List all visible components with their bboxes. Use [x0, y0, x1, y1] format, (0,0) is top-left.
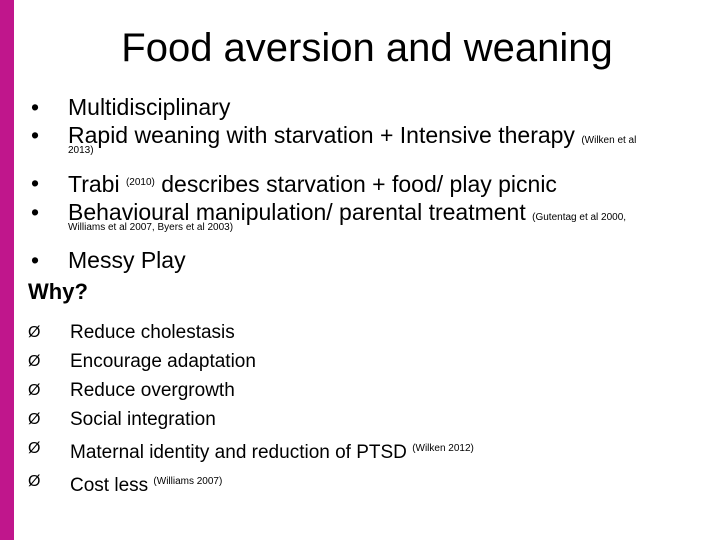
reason-text: Encourage adaptation — [70, 351, 256, 372]
slide-title: Food aversion and weaning — [121, 26, 613, 70]
bullet-item — [28, 121, 708, 149]
arrow-bullet-icon: Ø — [28, 411, 41, 428]
citation-continued: 2013) — [68, 145, 94, 156]
arrow-bullet-icon: Ø — [28, 440, 41, 457]
bullet-text: describes starvation + food/ play picnic — [161, 171, 557, 197]
citation: (Williams 2007) — [153, 476, 223, 487]
reason-item — [28, 318, 708, 347]
bullet-text: Behavioural manipulation/ parental treatment — [68, 199, 526, 225]
reason-item — [28, 376, 708, 405]
bullet-item — [28, 93, 708, 121]
slide-body — [28, 93, 708, 500]
bullet-text: Trabi — [68, 171, 120, 197]
reason-text: Social integration — [70, 409, 216, 430]
reason-list — [28, 318, 708, 500]
bullet-item — [28, 169, 708, 198]
citation: (Wilken 2012) — [412, 443, 474, 454]
reason-text: Reduce overgrowth — [70, 380, 235, 401]
reason-item — [28, 347, 708, 376]
bullet-item — [28, 246, 708, 274]
citation: (Wilken et al — [581, 135, 637, 146]
bullet-dot: • — [31, 247, 40, 273]
citation: (2010) — [125, 177, 155, 188]
arrow-bullet-icon: Ø — [28, 382, 41, 399]
bullet-dot: • — [31, 170, 40, 196]
arrow-bullet-icon: Ø — [28, 324, 41, 341]
bullet-text: Messy Play — [68, 247, 186, 273]
reason-item — [28, 434, 708, 467]
reason-item — [28, 405, 708, 434]
citation: (Gutentag et al 2000, — [532, 212, 627, 223]
bullet-text: Multidisciplinary — [68, 94, 231, 120]
reason-item — [28, 467, 708, 500]
bullet-dot: • — [31, 199, 40, 225]
bullet-text: Rapid weaning with starvation + Intensive therapy — [68, 122, 575, 148]
reason-text: Cost less — [70, 475, 149, 496]
accent-bar — [0, 0, 14, 540]
bullet-dot: • — [31, 122, 40, 148]
arrow-bullet-icon: Ø — [28, 353, 41, 370]
why-heading: Why? — [28, 279, 88, 304]
arrow-bullet-icon: Ø — [28, 473, 41, 490]
citation-continued: Williams et al 2007, Byers et al 2003) — [68, 222, 234, 233]
reason-text: Maternal identity and reduction of PTSD — [70, 442, 407, 463]
bullet-dot: • — [31, 94, 40, 120]
bullet-item — [28, 198, 708, 226]
reason-text: Reduce cholestasis — [70, 322, 235, 343]
